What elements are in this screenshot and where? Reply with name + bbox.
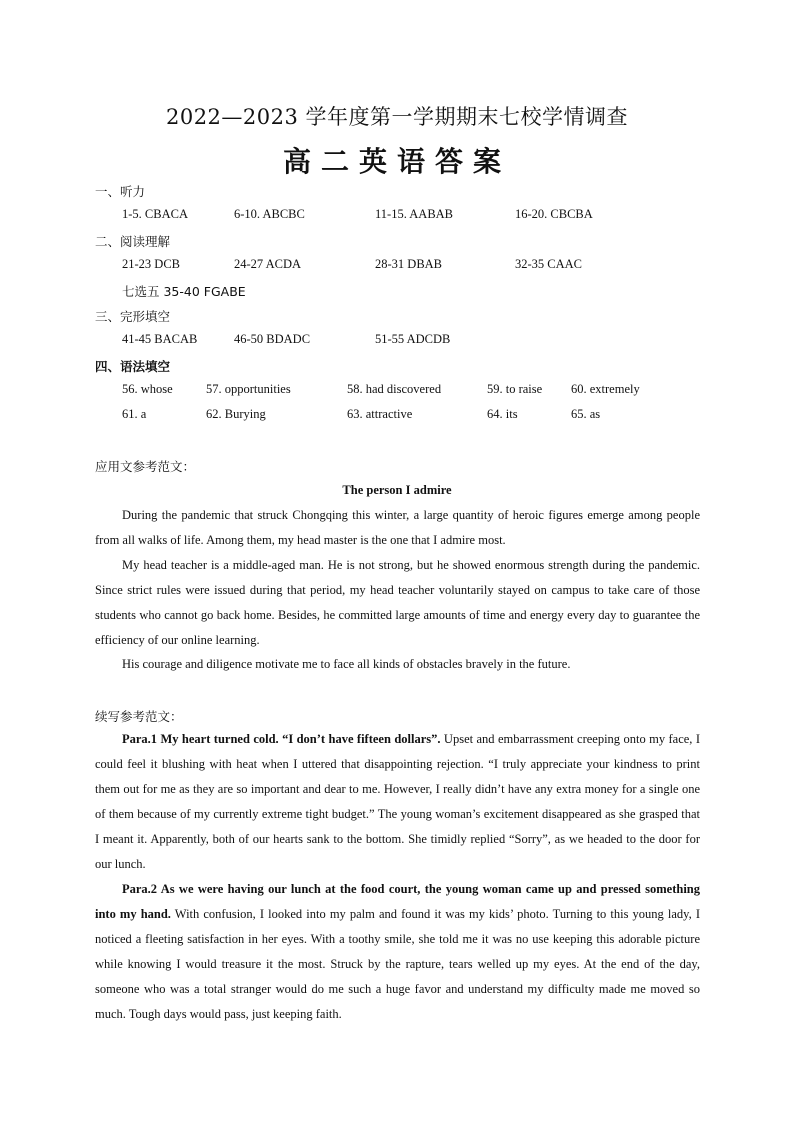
seven-choose-five-answers: 七选五 35-40 FGABE: [122, 284, 246, 299]
grammar-answer: 58. had discovered: [347, 382, 442, 396]
answer-group: 46-50 BDADC: [234, 332, 311, 346]
grammar-answer: 61. a: [122, 407, 147, 421]
grammar-answer: 62. Burying: [206, 407, 266, 421]
answer-group: 24-27 ACDA: [234, 257, 302, 271]
section-heading-grammar: 四、语法填空: [95, 359, 171, 374]
essay-title: The person I admire: [342, 483, 452, 497]
grammar-answer: 64. its: [487, 407, 518, 421]
paragraph-body: With confusion, I looked into my palm and found it was my kids’ photo. Turning to this young lady, I noticed a fleeting satisfaction in her eyes. With a toothy smile, she told me it was no use keeping this adorable picture while knowing I would treasure it the most. Struck by the rapture, tears welled up my eyes. At the end of the day, someone who was a total stranger would do me such a huge favor and understand my difficulty made me moved so much. Tough days would pass, just keeping faith.: [95, 907, 700, 1021]
paragraph-body: Upset and embarrassment creeping onto my face, I could feel it blushing with heat when I uttered that disappointing rejection. “I truly appreciate your kindness to print them out for me as they are so important and dear to me. However, I really didn’t have any extra money for a single one of them because of my currently extreme tight budget.” The young woman’s excitement disappeared as she grasped that I meant it. Apparently, both of our hearts sank to the bottom. She timidly replied “Sorry”, as we headed to the door for our lunch.: [95, 732, 700, 871]
answer-group: 1-5. CBACA: [122, 207, 188, 221]
paragraph-lead: Para.1 My heart turned cold. “I don’t have fifteen dollars”.: [122, 732, 441, 746]
answer-group: 6-10. ABCBC: [234, 207, 305, 221]
grammar-answer: 60. extremely: [571, 382, 640, 396]
exam-title: 2022—2023 学年度第一学期期末七校学情调查: [165, 105, 629, 129]
answer-group: 21-23 DCB: [122, 257, 180, 271]
answer-group: 32-35 CAAC: [515, 257, 583, 271]
answer-group: 16-20. CBCBA: [515, 207, 593, 221]
continuation-paragraph-2: [95, 877, 700, 1027]
answer-group: 51-55 ADCDB: [375, 332, 451, 346]
answer-group: 41-45 BACAB: [122, 332, 198, 346]
continuation-paragraph-1: [95, 727, 700, 877]
essay-paragraph: His courage and diligence motivate me to face all kinds of obstacles bravely in the future.: [122, 657, 571, 671]
grammar-answer: 63. attractive: [347, 407, 413, 421]
section-heading-reading: 二、阅读理解: [95, 234, 171, 249]
answer-group: 28-31 DBAB: [375, 257, 443, 271]
applied-writing-label: 应用文参考范文：: [95, 459, 196, 474]
section-heading-listening: 一、听力: [95, 184, 146, 199]
grammar-answer: 65. as: [571, 407, 601, 421]
grammar-answer: 59. to raise: [487, 382, 543, 396]
grammar-answer: 57. opportunities: [206, 382, 291, 396]
paragraph-lead: Para.2 As we were having our lunch at the food court, the young woman came up and pressed something into my hand.: [95, 882, 700, 921]
essay-paragraph: My head teacher is a middle-aged man. He is not strong, but he showed enormous strength during the pandemic. Since strict rules were issued during that period, my head teacher voluntarily stayed on campus to take care of those students who cannot go back home. Besides, he committed large amounts of time and energy every day to guarantee the efficiency of our online learning.: [95, 558, 700, 647]
essay-paragraph: During the pandemic that struck Chongqing this winter, a large quantity of heroic figures emerge among people from all walks of life. Among them, my head master is the one that I admire most.: [95, 508, 700, 547]
answer-group: 11-15. AABAB: [375, 207, 454, 221]
continuation-writing-label: 续写参考范文：: [95, 709, 183, 724]
grammar-answer: 56. whose: [122, 382, 173, 396]
answer-key-title: 高二英语答案: [282, 145, 511, 178]
section-heading-cloze: 三、完形填空: [95, 309, 171, 324]
